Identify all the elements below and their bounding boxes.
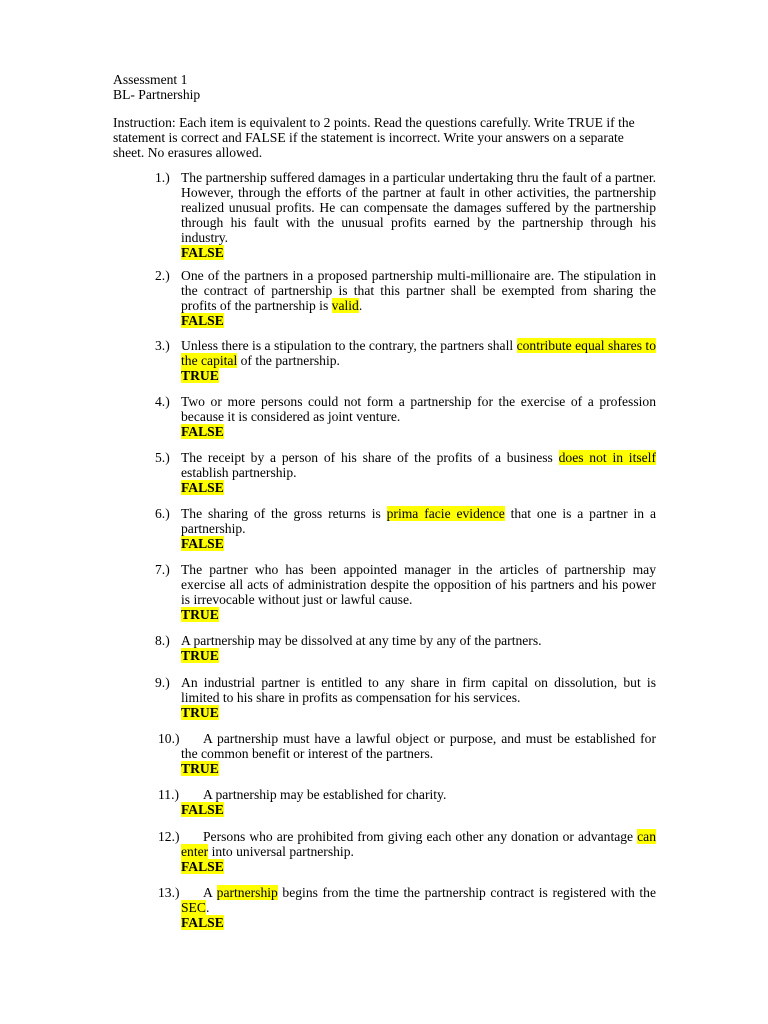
question-body <box>181 787 656 817</box>
statement-text: A partnership must have a lawful object or purpose, and must be established for the common benefit or interest of the partners. <box>181 731 656 761</box>
question-statement <box>181 829 656 859</box>
question-statement <box>181 633 656 648</box>
statement-text: An industrial partner is entitled to any share in firm capital on dissolution, but is limited to his share in profits as compensation for his services. <box>181 675 656 705</box>
answer-label: FALSE <box>181 536 224 551</box>
question-number: 3.) <box>155 338 170 353</box>
highlighted-text: valid <box>331 298 359 313</box>
question-number: 4.) <box>155 394 170 409</box>
statement-text: begins from the time the partnership contract is registered with the <box>277 885 656 900</box>
answer-label: FALSE <box>181 313 224 328</box>
question-number: 10.) <box>158 731 180 746</box>
highlighted-text: partnership <box>216 885 278 900</box>
statement-text: Two or more persons could not form a partnership for the exercise of a profession because it is considered as joint venture. <box>181 394 656 424</box>
statement-text: that one is a partner in a partnership. <box>181 506 656 536</box>
subject-title: BL- Partnership <box>113 87 201 102</box>
question-number: 2.) <box>155 268 170 283</box>
question-body <box>181 506 656 551</box>
question-number: 13.) <box>158 885 180 900</box>
statement-text: . <box>358 298 363 313</box>
statement-text: Unless there is a stipulation to the contrary, the partners shall <box>181 338 517 353</box>
question-body <box>181 731 656 776</box>
statement-text: of the partnership. <box>237 353 340 368</box>
question-body <box>181 829 656 874</box>
highlighted-text: SEC <box>181 900 206 915</box>
question-statement <box>181 394 656 424</box>
question-statement <box>181 450 656 480</box>
question-number: 12.) <box>158 829 180 844</box>
answer-label: FALSE <box>181 245 224 260</box>
question-body <box>181 675 656 720</box>
question-statement <box>181 268 656 313</box>
document-header <box>113 72 200 102</box>
highlighted-text: prima facie evidence <box>386 506 505 521</box>
question-body <box>181 338 656 383</box>
question-body <box>181 394 656 439</box>
assessment-title: Assessment 1 <box>113 72 188 87</box>
question-number: 9.) <box>155 675 170 690</box>
question-number: 5.) <box>155 450 170 465</box>
question-statement <box>181 338 656 368</box>
question-number: 8.) <box>155 633 170 648</box>
answer-label: TRUE <box>181 648 219 663</box>
statement-text: A partnership may be dissolved at any time by any of the partners. <box>181 633 542 648</box>
question-body <box>181 633 656 663</box>
statement-text: into universal partnership. <box>208 844 354 859</box>
answer-label: TRUE <box>181 705 219 720</box>
question-body <box>181 562 656 622</box>
question-statement <box>181 787 656 802</box>
answer-label: TRUE <box>181 607 219 622</box>
question-number: 7.) <box>155 562 170 577</box>
question-statement <box>181 675 656 705</box>
question-body <box>181 450 656 495</box>
statement-text: A <box>203 885 217 900</box>
question-statement <box>181 170 656 245</box>
answer-label: FALSE <box>181 915 224 930</box>
highlighted-text: can enter <box>181 829 656 859</box>
statement-text: One of the partners in a proposed partnership multi-millionaire are. The stipulation in the contract of partnership is that this partner shall be exempted from sharing the profits of the partnership is <box>181 268 656 313</box>
answer-label: FALSE <box>181 802 224 817</box>
instructions: Instruction: Each item is equivalent to 2 points. Read the questions carefully. Write TRUE if the statement is correct and FALSE if the statement is incorrect. Write your answers on a separate sheet. No erasures allowed. <box>113 115 635 160</box>
question-statement <box>181 562 656 607</box>
highlighted-text: does not in itself <box>558 450 656 465</box>
question-number: 11.) <box>158 787 180 802</box>
answer-label: TRUE <box>181 761 219 776</box>
question-body <box>181 885 656 930</box>
statement-text: A partnership may be established for charity. <box>203 787 447 802</box>
question-statement <box>181 731 656 761</box>
answer-label: TRUE <box>181 368 219 383</box>
statement-text: Persons who are prohibited from giving each other any donation or advantage <box>203 829 638 844</box>
question-body <box>181 170 656 260</box>
statement-text: The receipt by a person of his share of the profits of a business <box>181 450 559 465</box>
answer-label: FALSE <box>181 859 224 874</box>
statement-text: The partnership suffered damages in a particular undertaking thru the fault of a partner. However, through the efforts of the partner at fault in other activities, the partnership realized unusual profits. He can compensate the damages suffered by the partnership through his fault with the unusual profits earned by the partnership through his industry. <box>181 170 656 245</box>
answer-label: FALSE <box>181 424 224 439</box>
question-number: 6.) <box>155 506 170 521</box>
statement-text: The partner who has been appointed manager in the articles of partnership may exercise all acts of administration despite the opposition of his partners and his power is irrevocable without just or lawful cause. <box>181 562 656 607</box>
question-statement <box>181 885 656 915</box>
statement-text: The sharing of the gross returns is <box>181 506 387 521</box>
statement-text: establish partnership. <box>181 465 297 480</box>
statement-text: . <box>205 900 210 915</box>
question-statement <box>181 506 656 536</box>
answer-label: FALSE <box>181 480 224 495</box>
question-body <box>181 268 656 328</box>
question-number: 1.) <box>155 170 170 185</box>
highlighted-text: contribute equal shares to the capital <box>181 338 656 368</box>
